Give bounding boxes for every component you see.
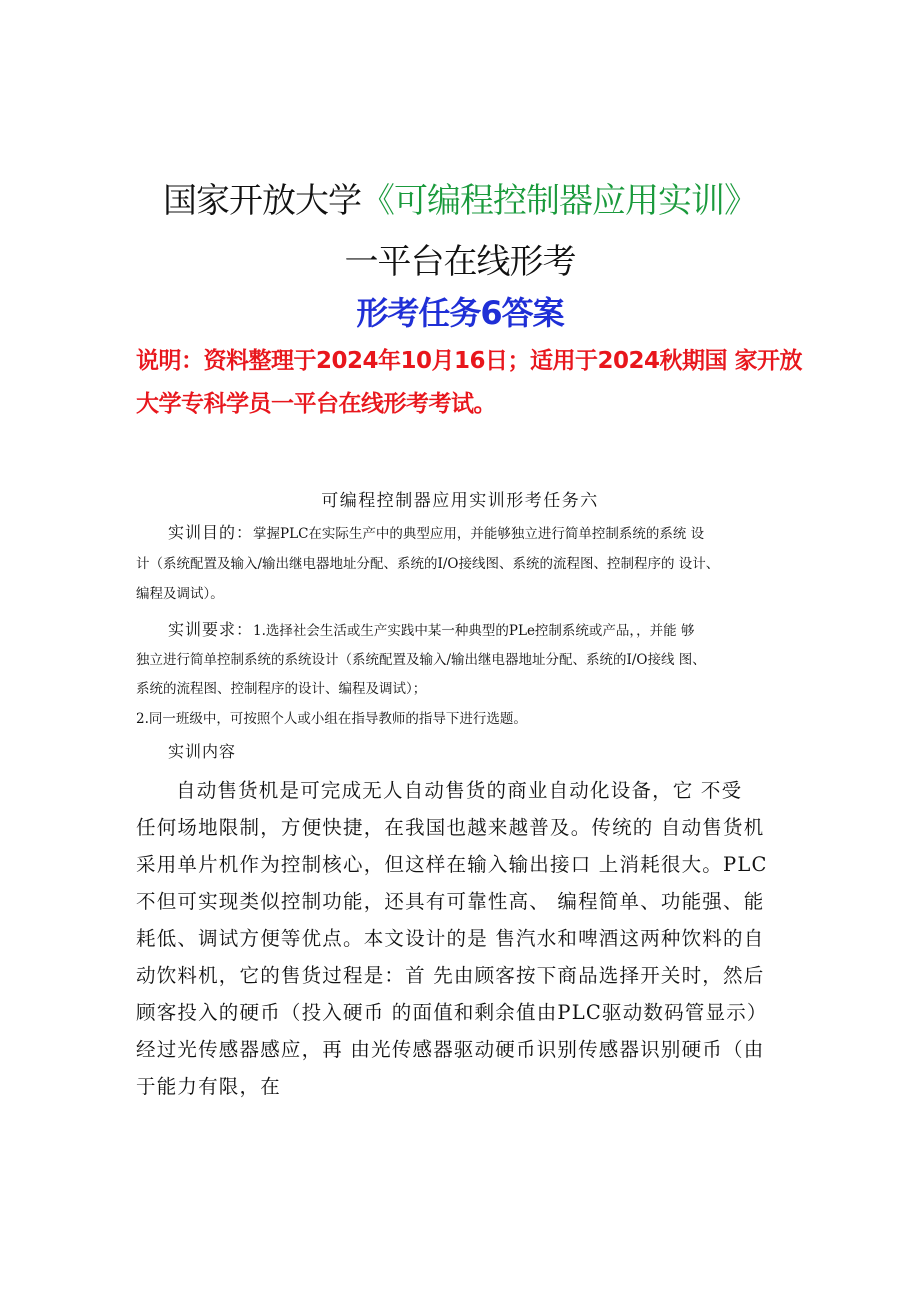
requirement-text-1: 1.选择社会生活或生产实践中某一种典型的PLe控制系统或产品，，并能 够 <box>253 623 695 639</box>
content-label: 实训内容 <box>168 742 237 761</box>
requirement-label: 实训要求： <box>168 620 254 639</box>
purpose-line-3: 编程及调试）。 <box>136 586 224 602</box>
body-line-1: 自动售货机是可完成无人自动售货的商业自动化设备，它 不受 <box>176 779 743 802</box>
body-line-9: 于能力有限，在 <box>136 1075 281 1098</box>
body-line-2: 任何场地限制，方便快捷，在我国也越来越普及。传统的 自动售货机 <box>136 816 765 839</box>
note-line-2: 大学专科学员一平台在线形考考试。 <box>136 391 496 417</box>
requirement-line-4: 2.同一班级中，可按照个人或小组在指导教师的指导下进行选题。 <box>136 711 527 727</box>
document-subtitle: 可编程控制器应用实训形考任务六 <box>321 491 599 511</box>
body-line-3: 采用单片机作为控制核心，但这样在输入输出接口 上消耗很大。PLC <box>136 853 768 876</box>
note-line-1: 说明：资料整理于2024年10月16日；适用于2024秋期国 家开放 <box>136 348 803 374</box>
title-line-2: 一平台在线形考 <box>344 242 576 282</box>
title-line-1 <box>0 173 920 222</box>
title-course: 《可编程控制器应用实训》 <box>361 181 757 221</box>
body-line-4: 不但可实现类似控制功能，还具有可靠性高、 编程简单、功能强、能 <box>136 890 765 913</box>
body-line-8: 经过光传感器感应，再 由光传感器驱动硬币识别传感器识别硬币（由 <box>136 1038 765 1061</box>
requirement-line-3: 系统的流程图、控制程序的设计、编程及调试）； <box>136 681 427 697</box>
requirement-line-1 <box>168 617 828 640</box>
purpose-line-2: 计（系统配置及输入/输出继电器地址分配、系统的I/O接线图、系统的流程图、控制程序的 设计、 <box>136 556 720 572</box>
title-line-3: 形考任务6答案 <box>356 294 564 332</box>
purpose-text-1: 掌握PLC在实际生产中的典型应用，并能够独立进行简单控制系统的系统 设 <box>253 526 705 542</box>
title-university: 国家开放大学 <box>163 181 361 221</box>
body-line-7: 顾客投入的硬币（投入硬币 的面值和剩余值由PLC驱动数码管显示） <box>136 1001 768 1024</box>
body-line-6: 动饮料机，它的售货过程是：首 先由顾客按下商品选择开关时，然后 <box>136 964 765 987</box>
purpose-label: 实训目的： <box>168 523 254 542</box>
body-line-5: 耗低、调试方便等优点。本文设计的是 售汽水和啤酒这两种饮料的自 <box>136 927 765 950</box>
requirement-line-2: 独立进行简单控制系统的系统设计（系统配置及输入/输出继电器地址分配、系统的I/O接线 图、 <box>136 652 706 668</box>
purpose-line-1 <box>168 520 828 543</box>
